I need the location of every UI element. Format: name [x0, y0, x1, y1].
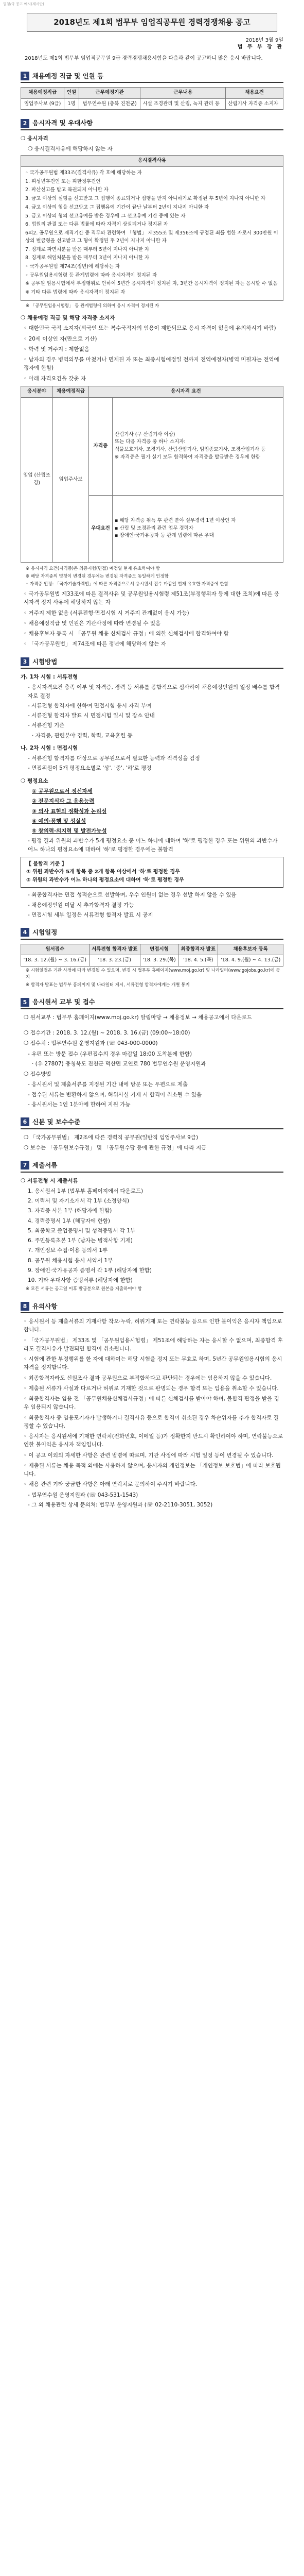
bullet: ❍ 원서교부 : 법무부 홈페이지(www.moj.go.kr) 알림마당 → 채용정보 → 채용공고에서 다운로드: [24, 1014, 252, 1021]
subheading: ❍ 평정요소: [21, 777, 48, 784]
box-line: ※ 공무원 임용시험에서 부정행위로 인하여 5년간 응시자격이 정지된 자, 3년간 응시자격이 정지된 자는 응시할 수 없음: [25, 281, 278, 287]
table-cell: 임업 (산림조경): [21, 397, 53, 562]
section-number: 4: [21, 928, 29, 937]
bullet: ◦ 학력 및 거주지 : 제한없음: [24, 346, 90, 352]
footnote: ※ 모든 서류는 공고일 이후 발급분으로 원본을 제출하여야 함: [26, 1286, 142, 1292]
contact-line: - 법무연수원 운영지원과 (☏ 043-531-1543): [28, 1492, 138, 1498]
list-item: 6. 주민등록초본 1부 (남자는 병적사항 기재): [28, 1238, 133, 1244]
text-line: - 접수된 서류는 반환하지 않으며, 허위사실 기재 시 합격이 취소될 수 있음: [28, 1091, 202, 1098]
disqualification-box: [21, 155, 283, 301]
text-line: - 우편 또는 방문 접수 (우편접수의 경우 마감일 18:00 도착분에 한함): [28, 1050, 192, 1057]
criteria-item: ① 공무원으로서 정신자세: [32, 788, 93, 794]
text-line: - 응시원서는 1인 1분야에 한하여 지원 가능: [28, 1101, 131, 1108]
bullet: ◦ 거주지 제한 없음 (서류전형·면접시험 시 거주지 관계없이 응시 가능): [24, 609, 189, 616]
notice-item: ◦ 최종합격자라도 신원조사 결과 공무원으로 부적합하다고 판단되는 경우에는 임용하지 않을 수 있습니다.: [24, 1375, 272, 1381]
bullet: ◦ 「국가공무원법」 제74조에 따른 정년에 해당하지 않는 자: [24, 641, 166, 648]
list-item: 10. 기타 우대사항 증빙서류 (해당자에 한함): [28, 1277, 133, 1284]
box-line: 7. 징계로 파면처분을 받은 때부터 5년이 지나지 아니한 자: [25, 246, 150, 252]
notice-item: ◦ 시험에 관한 부정행위를 한 자에 대하여는 해당 시험을 정지 또는 무효로 하며, 5년간 공무원임용시험의 응시자격을 정지합니다.: [24, 1356, 282, 1371]
section-5-header: [21, 997, 283, 1009]
list-item: 4. 경력증명서 1부 (해당자에 한함): [28, 1217, 110, 1224]
list-item: 5. 최종학교 졸업증명서 및 성적증명서 각 1부: [28, 1227, 136, 1234]
box-line: 2. 파산선고를 받고 복권되지 아니한 자: [25, 187, 109, 193]
bullet: ◦ 남자의 경우 병역의무를 마쳤거나 면제된 자 또는 최종시험예정일 전까지 전역예정자(병역 미필자는 전역예정자에 한함): [24, 357, 279, 371]
notice-item: ◦ 응시자는 응시원서에 기재한 연락처(전화번호, 이메일 등)가 정확한지 반드시 확인하여야 하며, 연락불능으로 인한 불이익은 응시자 책임입니다.: [24, 1433, 283, 1448]
position-table: [21, 87, 283, 110]
footnote: ※ 합격자 발표는 법무부 홈페이지 및 나라일터 게시, 서류전형 합격자에게는 개별 통지: [26, 982, 190, 988]
section-title: 응시자격 및 우대사항: [32, 119, 93, 127]
bullet: ◦ 국가공무원법 제33조에 따른 결격사유 및 공무원임용시험령 제51조(부정행위자 등에 대한 조치)에 따른 응시자격 정지 사유에 해당하지 않는 자: [24, 591, 280, 606]
text-line: - 평정 결과 위원의 과반수가 5개 평정요소 중 어느 하나에 대하여 '하'로 평정한 경우 또는 위원의 과반수가 어느 하나의 평정요소에 대하여 '하'로 평정한 경우에는 불합격: [28, 838, 278, 853]
header-note: 별첨/국 공고 예시(제시안): [3, 2, 44, 6]
table-header: 채용예정직급: [53, 386, 89, 397]
subheading: 가. 1차 시험 : 서류전형: [21, 674, 78, 681]
bullet: ◦ 아래 자격요건을 갖춘 자: [24, 375, 86, 382]
table-header: 응시분야: [21, 386, 53, 397]
box-line: ① 위원 과반수가 5개 항목 중 2개 항목 이상에서 '하'로 평정한 경우: [26, 869, 180, 875]
box-line: ◦ 공무원임용시험령 등 관계법령에 따라 응시자격이 정지된 자: [25, 272, 157, 278]
subheading: ❍ 채용예정 직급 및 해당 자격증 소지자: [21, 314, 115, 321]
table-cell: '18. 3. 23.(금): [89, 955, 140, 967]
intro-paragraph: 2018년도 제1회 법무부 임업직공무원 9급 경력경쟁채용시험을 다음과 같이 공고하니 많은 응시 바랍니다.: [25, 56, 263, 62]
box-line: ② 위원의 과반수가 어느 하나의 평정요소에 대하여 '하'로 평정한 경우: [26, 877, 184, 883]
text-line: · 자격증, 관련분야 경력, 학력, 교육훈련 등: [32, 732, 133, 739]
table-cell: 임업주사보: [53, 397, 89, 562]
table-header: 근무예정기관: [79, 87, 140, 98]
bullet: ◦ 대한민국 국적 소지자(외국인 또는 복수국적자의 임용이 제한되므로 응시 자격이 없음에 유의하시기 바람): [24, 325, 276, 332]
section-3-header: [21, 657, 283, 669]
table-cell: 우대요건: [89, 495, 113, 562]
section-number: 6: [21, 1117, 29, 1126]
table-cell: '18. 4. 5.(목): [178, 955, 218, 967]
criteria-item: ② 전문지식과 그 응용능력: [32, 798, 95, 805]
footnote: ※ 응시자격 요건(자격증)은 최종시험(면접) 예정일 현재 유효하여야 함: [26, 566, 160, 571]
notice-item: ◦ 제출된 서류는 채용 목적 외에는 사용하지 않으며, 응시자의 개인정보는 「개인정보 보호법」에 따라 보호됩니다.: [24, 1462, 281, 1478]
table-row: [21, 955, 283, 967]
section-7-header: [21, 1160, 283, 1172]
criteria-item: ⑤ 창의력·의지력 및 발전가능성: [32, 828, 107, 835]
text-line: - 응시원서 및 제출서류를 지정된 기간 내에 방문 또는 우편으로 제출: [28, 1081, 188, 1088]
table-cell: 1명: [64, 98, 79, 110]
table-cell: '18. 3. 29.(목): [140, 955, 178, 967]
footnote: ※ 해당 자격증의 명칭이 변경된 경우에는 변경된 자격증도 동일하게 인정함: [26, 573, 169, 579]
box-title: 【 불합격 기준 】: [26, 861, 67, 867]
box-line: ◦ 국가공무원법 제33조(결격사유) 각 호에 해당하는 자: [25, 170, 142, 176]
table-header: 면접시험: [140, 944, 178, 955]
table-cell: 산림기사 자격증 소지자: [226, 98, 283, 110]
criteria-item: ③ 의사 표현의 정확성과 논리성: [32, 808, 107, 815]
contact-line: - 그 외 채용관련 상세 문의처: 법무부 운영지원과 (☏ 02-2110-3051, 3052): [28, 1502, 213, 1509]
section-4-header: [21, 927, 283, 939]
section-number: 5: [21, 998, 29, 1007]
document-page: [0, 9, 304, 1526]
subheading: ❍ 응시자격: [21, 135, 48, 142]
list-item: 8. 공무원 채용시험 응시 서약서 1부: [28, 1257, 113, 1264]
section-title: 제출서류: [32, 1161, 58, 1170]
notice-item: ◦ 응시원서 등 제출서류의 기재사항 착오·누락, 허위기재 또는 연락불능 등으로 인한 불이익은 응시자 책임으로 합니다.: [24, 1318, 282, 1333]
text-line: - 서류전형 합격자를 대상으로 공무원으로서 필요한 능력과 적격성을 검정: [28, 755, 200, 762]
table-header: 인원: [64, 87, 79, 98]
box-line: 6. 법원의 판결 또는 다른 법률에 따라 자격이 상실되거나 정지된 자: [25, 222, 168, 228]
list-item: 9. 장애인·국가유공자 증명서 각 1부 (해당자에 한함): [28, 1267, 152, 1274]
section-title: 유의사항: [32, 1302, 58, 1310]
table-header: 채용후보자 등록: [218, 944, 283, 955]
notice-item: ◦ 채용 관련 기타 궁금한 사항은 아래 연락처로 문의하여 주시기 바랍니다.: [24, 1481, 198, 1488]
notice-item: ◦ 최종합격자는 임용 전 「공무원채용신체검사규정」에 따른 신체검사를 받아야 하며, 불합격 판정을 받을 경우 임용되지 않습니다.: [24, 1396, 279, 1411]
table-cell: '18. 4. 9.(월) ~ 4. 13.(금): [218, 955, 283, 967]
notice-item: ◦ 「국가공무원법」 제33조 및 「공무원임용시험령」 제51조에 해당하는 자는 응시할 수 없으며, 최종합격 후라도 결격사유가 발견되면 합격이 취소됩니다.: [24, 1337, 283, 1352]
table-row: [21, 397, 283, 495]
notice-item: ◦ 제출된 서류가 사실과 다르거나 허위로 기재한 것으로 판명되는 경우 합격 또는 임용을 취소할 수 있습니다.: [24, 1385, 279, 1392]
section-title: 채용예정 직급 및 인원 등: [32, 72, 104, 80]
table-cell: 시설 조경관리 및 산림, 녹지 관리 등: [140, 98, 226, 110]
section-number: 2: [21, 119, 29, 128]
footnote: ※ 시험일정은 기관 사정에 따라 변경될 수 있으며, 변경 시 법무부 홈페이지(www.moj.go.kr) 및 나라일터(www.gojobs.go.kr)에 공지: [26, 968, 280, 980]
notice-item: ◦ 이 공고 이외의 자세한 사항은 관련 법령에 따르며, 기관 사정에 따라 시험 일정 등이 변경될 수 있습니다.: [24, 1452, 274, 1459]
box-line: ◦ 국가공무원법 제74조(정년)에 해당하는 자: [25, 263, 120, 269]
bullet: ◦ 채용후보자 등록 시 「공무원 채용 신체검사 규정」에 의한 신체검사에 합격하여야 함: [24, 631, 229, 637]
notice-item: ◦ 최종합격자 중 임용포기자가 발생하거나 결격사유 등으로 합격이 취소된 경우 차순위자를 추가 합격자로 결정할 수 있습니다.: [24, 1414, 279, 1429]
table-cell: 법무연수원 (충북 진천군): [79, 98, 140, 110]
bullet: ◦ 20세 이상인 자(만으로 기산): [24, 335, 97, 342]
table-header-row: [21, 944, 283, 955]
text-line: - 최종합격자는 면접 성적순으로 선발하며, 우수 인원이 없는 경우 선발 하지 않을 수 있음: [28, 892, 237, 899]
bullet: ❍ 보수는 「공무원보수규정」 및 「공무원수당 등에 관한 규정」에 따라 지급: [24, 1144, 207, 1151]
table-header-row: [21, 386, 283, 397]
section-8-header: [21, 1301, 283, 1313]
schedule-table: [21, 944, 283, 967]
table-cell: 산림기사 (구 산림기사 이상) 또는 다음 자격증 중 하나 소지자: 식물보호기사, 조경기사, 산림산업기사, 임업종묘기사, 조경산업기사 등 ※ 자격증은 필기·실기 모두 합격하여 자격증을 발급받은 경우에 한함: [113, 397, 283, 495]
table-header: 응시자격 요건: [89, 386, 283, 397]
document-title: 2018년도 제1회 법무부 임업직공무원 경력경쟁채용 공고: [27, 13, 277, 32]
section-title: 신분 및 보수수준: [32, 1118, 81, 1126]
section-number: 8: [21, 1302, 29, 1311]
subheading: 나. 2차 시험 : 면접시험: [21, 744, 78, 751]
footnote: ◦ 자격증 인정: 「국가기술자격법」에 따른 자격증으로서 응시원서 접수 마감일 현재 유효한 자격증에 한함: [26, 581, 228, 587]
text-line: - 응시자격요건 충족 여부 및 자격증, 경력 등 서류를 종합적으로 심사하여 채용예정인원의 일정 배수를 합격자로 결정: [28, 684, 280, 699]
table-cell: '18. 3. 12.(월) ~ 3. 16.(금): [21, 955, 90, 967]
box-line: ※ 기타 다른 법령에 따라 응시자격이 정지된 자: [25, 290, 126, 296]
table-cell: ▪ 해당 자격증 취득 후 관련 분야 실무경력 1년 이상인 자 ▪ 산림 및 조경관리 관련 업무 경력자 ▪ 장애인·국가유공자 등 관계 법령에 따른 우대: [113, 495, 283, 562]
dateline: [21, 37, 283, 50]
list-item: 2. 이력서 및 자기소개서 각 1부 (소정양식): [28, 1198, 130, 1205]
section-title: 응시원서 교부 및 접수: [32, 998, 95, 1006]
box-line: 1. 피성년후견인 또는 피한정후견인: [25, 178, 101, 184]
bullet: ◦ 채용예정직급 및 인원은 기관사정에 따라 변경될 수 있음: [24, 620, 161, 626]
bullet: ❍ 접수처 : 법무연수원 운영지원과 (☏ 043-000-0000): [24, 1040, 158, 1047]
box-line: 8. 징계로 해임처분을 받은 때부터 3년이 지나지 아니한 자: [25, 255, 150, 261]
bullet: ❍ 「국가공무원법」 제2조에 따른 경력직 공무원(일반직 임업주사보 9급): [24, 1134, 199, 1141]
section-title: 시험일정: [32, 928, 58, 937]
table-header: 최종합격자 발표: [178, 944, 218, 955]
fail-criteria-box: [21, 857, 283, 888]
text-line: - 서류전형 합격자에 한하여 면접시험 응시 자격 부여: [28, 702, 152, 709]
table-header: 채용예정직급: [21, 87, 64, 98]
text-line: - 면접시험 세부 일정은 서류전형 합격자 발표 시 공지: [28, 911, 153, 918]
section-title: 시험방법: [32, 657, 58, 666]
text-line: - 서류전형 합격자 발표 시 면접시험 일시 및 장소 안내: [28, 713, 155, 719]
qualification-table: [21, 386, 283, 563]
box-line: 3. 금고 이상의 실형을 선고받고 그 집행이 종료되거나 집행을 받지 아니하기로 확정된 후 5년이 지나지 아니한 자: [25, 196, 266, 202]
list-item: 3. 자격증 사본 1부 (해당자에 한함): [28, 1208, 112, 1214]
text-line: ❍ 응시결격사유에 해당하지 않는 자: [28, 146, 113, 152]
table-header: 채용요건: [226, 87, 283, 98]
list-item: 7. 개인정보 수집·이용 동의서 1부: [28, 1247, 108, 1254]
table-row: [21, 98, 283, 110]
bullet: ❍ 접수기간 : 2018. 3. 12.(월) ~ 2018. 3. 16.(금) (09:00~18:00): [24, 1030, 190, 1037]
text-line: · (우 27807) 충청북도 진천군 덕산면 교연로 780 법무연수원 운영지원과: [32, 1060, 206, 1067]
box-title: 응시결격사유: [21, 156, 283, 167]
issuing-org: 법 무 부 장 관: [237, 44, 283, 50]
table-header: 서류전형 합격자 발표: [89, 944, 140, 955]
footnote: ※ 「공무원임용시험령」 등 관계법령에 의하여 응시 자격이 정지된 자: [26, 303, 159, 309]
table-header: 원서접수: [21, 944, 90, 955]
box-line: 5. 금고 이상의 형의 선고유예를 받은 경우에 그 선고유예 기간 중에 있는 자: [25, 213, 186, 219]
subheading: ❍ 서류전형 시 제출서류: [21, 1177, 78, 1184]
notice-date: 2018년 3월 9일: [245, 38, 283, 44]
list-item: 1. 응시원서 1부 (법무부 홈페이지에서 다운로드): [28, 1188, 144, 1194]
section-6-header: [21, 1117, 283, 1129]
table-cell: 자격증: [89, 397, 113, 495]
table-cell: 임업주사보 (9급): [21, 98, 64, 110]
bullet: ❍ 접수방법: [24, 1071, 51, 1078]
box-line: 6의2. 공무원으로 재직기간 중 직무와 관련하여 「형법」 제355조 및 제356조에 규정된 죄를 범한 자로서 300만원 이상의 벌금형을 선고받고 그 형이 확정된 후 2년이 지나지 아니한 자: [25, 230, 278, 244]
section-number: 1: [21, 72, 29, 80]
section-number: 7: [21, 1161, 29, 1170]
text-line: - 면접위원이 5개 평정요소별로 '상', '중', '하'로 평정: [28, 765, 152, 772]
table-header-row: [21, 87, 283, 98]
text-line: - 서류전형 기준: [28, 722, 65, 729]
table-header: 근무내용: [140, 87, 226, 98]
text-line: - 채용예정인원 미달 시 추가합격자 결정 가능: [28, 902, 134, 908]
criteria-item: ④ 예의·품행 및 성실성: [32, 818, 86, 824]
section-number: 3: [21, 657, 29, 666]
section-2-header: [21, 118, 283, 130]
section-1-header: [21, 71, 283, 83]
box-line: 4. 금고 이상의 형을 선고받고 그 집행유예 기간이 끝난 날부터 2년이 지나지 아니한 자: [25, 204, 209, 210]
